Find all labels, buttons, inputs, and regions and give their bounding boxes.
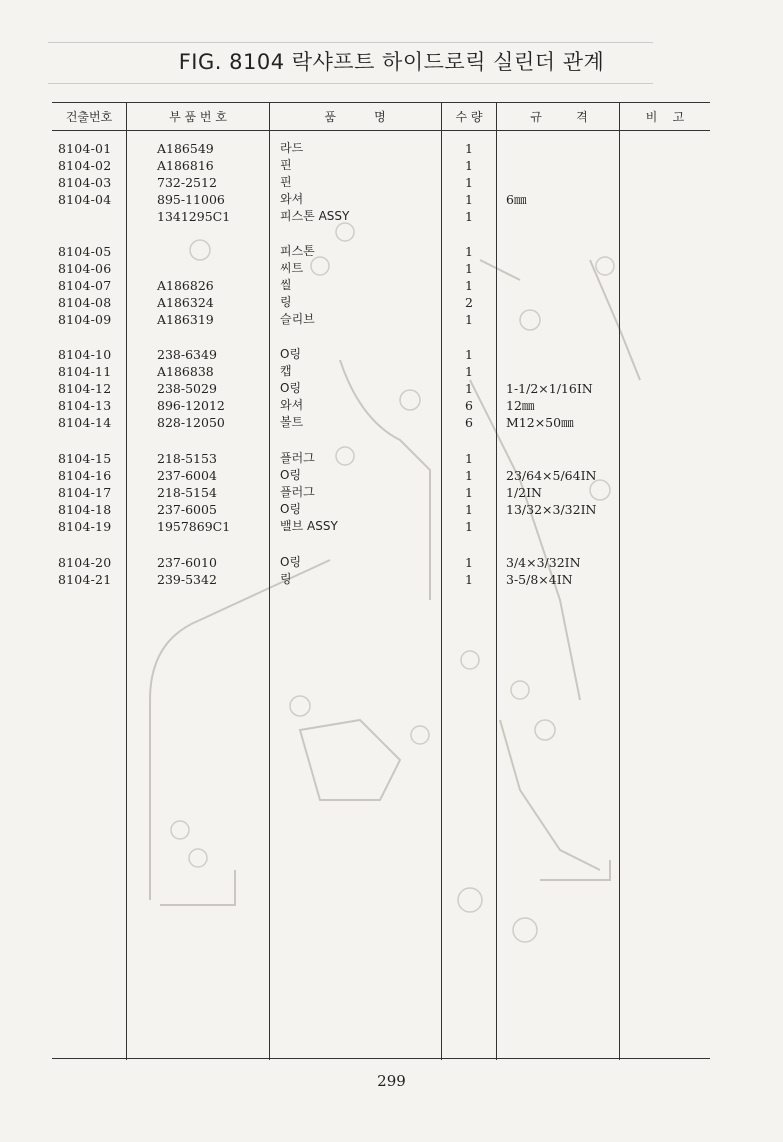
table-bottom-border (52, 1058, 710, 1059)
table-top-border (52, 102, 710, 103)
header-name: 품 명 (324, 110, 386, 124)
header-note: 비 고 (645, 110, 685, 124)
header-spec: 규 격 (530, 110, 588, 124)
page-number: 299 (377, 1072, 406, 1090)
column-divider (126, 102, 127, 1060)
column-divider (441, 102, 442, 1060)
header-qty: 수 량 (455, 110, 483, 124)
page-title: FIG. 8104 락샤프트 하이드로릭 실린더 관계 (178, 50, 605, 74)
header-part-no: 부 품 번 호 (169, 110, 227, 124)
table-header-border (52, 130, 710, 131)
column-divider (269, 102, 270, 1060)
column-divider (496, 102, 497, 1060)
header-no: 건출번호 (65, 110, 113, 124)
column-divider (619, 102, 620, 1060)
